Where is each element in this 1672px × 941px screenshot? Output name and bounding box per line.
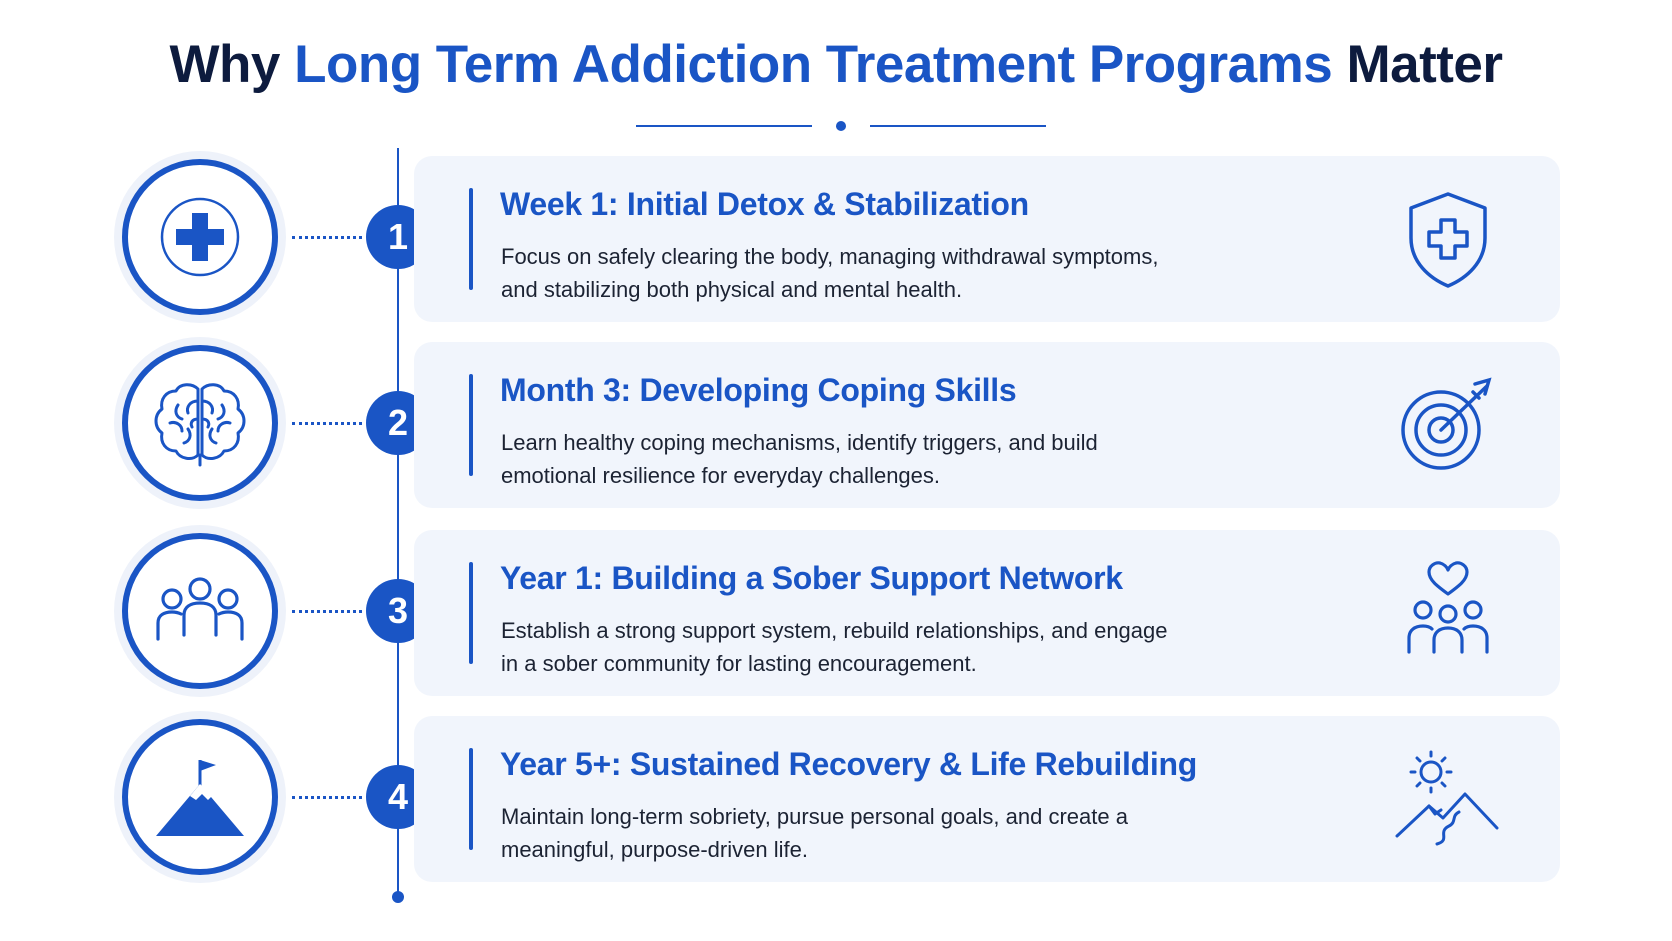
- step-description: Maintain long-term sobriety, pursue personal goals, and create a meaningful, purpose-driven life.: [501, 804, 1128, 862]
- medical-cross-icon: [158, 195, 242, 279]
- connector-dots: [292, 610, 362, 613]
- card-accent-bar: [469, 374, 473, 476]
- connector-dots: [292, 422, 362, 425]
- step-card: [414, 716, 1560, 882]
- timeline-end-dot: [392, 891, 404, 903]
- mountain-sun-icon: [1393, 744, 1503, 854]
- timeline-step-1: [0, 146, 1672, 312]
- step-description: Establish a strong support system, rebuild relationships, and engage in a sober community for lasting encouragement.: [501, 618, 1168, 676]
- card-accent-bar: [469, 562, 473, 664]
- step-description: Focus on safely clearing the body, managing withdrawal symptoms, and stabilizing both physical and mental health.: [501, 244, 1159, 302]
- step-card: [414, 156, 1560, 322]
- step-3-icon-circle: [114, 525, 286, 697]
- step-card: [414, 530, 1560, 696]
- step-card: [414, 342, 1560, 508]
- step-description: Learn healthy coping mechanisms, identify triggers, and build emotional resilience for everyday challenges.: [501, 430, 1098, 488]
- timeline-step-3: [0, 520, 1672, 686]
- step-4-icon-circle: [114, 711, 286, 883]
- target-arrow-icon: [1393, 370, 1503, 480]
- step-heading: Month 3: Developing Coping Skills: [500, 372, 1017, 408]
- timeline-step-4: [0, 706, 1672, 872]
- title-divider: [636, 120, 1046, 132]
- title-prefix: Why: [169, 35, 280, 94]
- step-number: 2: [366, 391, 430, 455]
- step-heading: Year 1: Building a Sober Support Network: [500, 560, 1123, 596]
- heart-people-icon: [1393, 558, 1503, 668]
- group-people-icon: [152, 575, 248, 647]
- mountain-flag-icon: [152, 752, 248, 842]
- connector-dots: [292, 236, 362, 239]
- step-number: 4: [366, 765, 430, 829]
- card-accent-bar: [469, 188, 473, 290]
- step-heading: Year 5+: Sustained Recovery & Life Rebuilding: [500, 746, 1197, 782]
- connector-dots: [292, 796, 362, 799]
- title-highlight: Long Term Addiction Treatment Programs: [294, 35, 1333, 94]
- step-heading: Week 1: Initial Detox & Stabilization: [500, 186, 1029, 222]
- brain-icon: [152, 379, 248, 467]
- card-accent-bar: [469, 748, 473, 850]
- title-suffix: Matter: [1346, 35, 1503, 94]
- page-title: [0, 34, 1672, 95]
- step-number: 3: [366, 579, 430, 643]
- step-2-icon-circle: [114, 337, 286, 509]
- step-number: 1: [366, 205, 430, 269]
- timeline-step-2: [0, 332, 1672, 498]
- shield-cross-icon: [1393, 184, 1503, 294]
- step-1-icon-circle: [114, 151, 286, 323]
